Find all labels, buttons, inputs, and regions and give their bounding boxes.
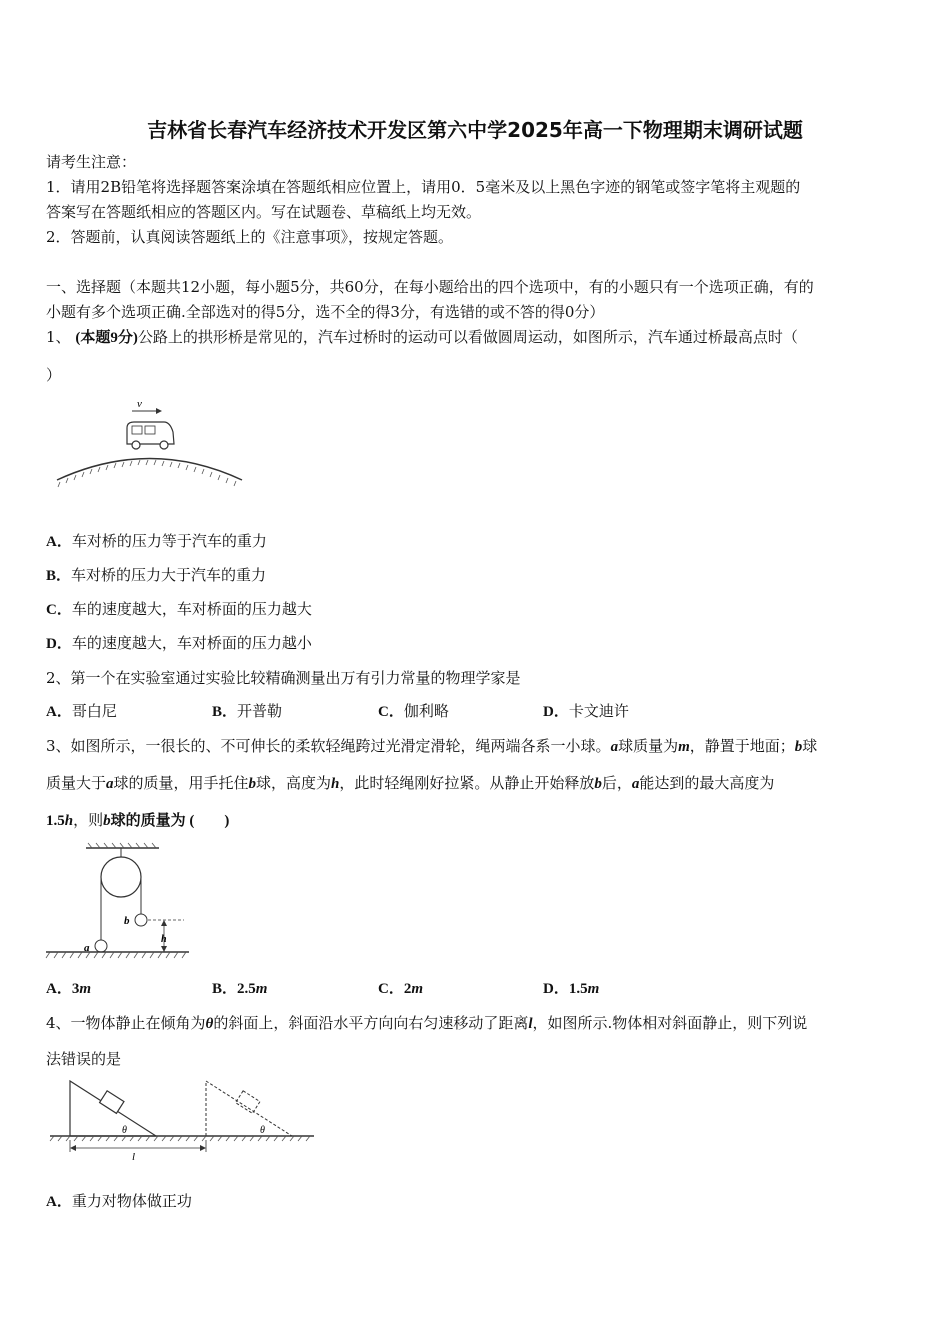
ball-a xyxy=(95,940,107,952)
q3-stem-line-2: 质量大于a球的质量，用手托住b球，高度为h，此时轻绳刚好拉紧。从静止开始释放b后，a能达到的最大高度为 xyxy=(46,774,775,792)
velocity-label: v xyxy=(137,398,142,410)
height-label: h xyxy=(161,934,167,945)
theta-label-1: θ xyxy=(122,1125,127,1136)
pulley-figure xyxy=(44,840,194,965)
velocity-arrowhead xyxy=(156,408,162,414)
height-arrowhead-up xyxy=(161,920,167,926)
notice-line-1: 1．请用2B铅笔将选择题答案涂填在答题纸相应位置上，请用0．5毫米及以上黑色字迹的钢笔或签字笔将主观题的 xyxy=(46,178,801,196)
ball-b xyxy=(135,914,147,926)
section-line-1: 一、选择题（本题共12小题，每小题5分，共60分，在每小题给出的四个选项中，有的小题只有一个选项正确，有的 xyxy=(46,278,814,296)
q2-option-b[interactable]: B．开普勒 xyxy=(212,702,283,720)
notice-heading: 请考生注意： xyxy=(46,153,137,171)
q2-option-a[interactable]: A．哥白尼 xyxy=(46,702,117,720)
q2-option-c[interactable]: C．伽利略 xyxy=(378,702,449,720)
q3-option-a[interactable]: A．3m xyxy=(46,981,92,997)
section-line-2: 小题有多个选项正确.全部选对的得5分，选不全的得3分，有选错的或不答的得0分） xyxy=(46,303,605,321)
q4-stem-line-2: 法错误的是 xyxy=(46,1050,122,1068)
car xyxy=(127,422,174,449)
q2-stem: 2、第一个在实验室通过实验比较精确测量出万有引力常量的物理学家是 xyxy=(46,669,521,687)
notice-line-2: 答案写在答题纸相应的答题区内。写在试题卷、草稿纸上均无效。 xyxy=(46,203,482,221)
distance-label: l xyxy=(132,1151,136,1163)
notice-line-3: 2．答题前，认真阅读答题纸上的《注意事项》，按规定答题。 xyxy=(46,228,454,246)
q1-stem xyxy=(46,327,798,348)
ball-a-label: a xyxy=(84,942,90,954)
q1-stem-end: ） xyxy=(46,366,62,384)
q1-option-b[interactable]: B．车对桥的压力大于汽车的重力 xyxy=(46,566,267,584)
q2-option-d[interactable]: D．卡文迪许 xyxy=(543,702,629,720)
distance-arrowhead-right xyxy=(200,1145,206,1151)
incline-figure xyxy=(46,1078,318,1163)
q3-option-b[interactable]: B．2.5m xyxy=(212,981,268,997)
q3-option-d[interactable]: D．1.5m xyxy=(543,981,600,997)
block-dashed xyxy=(236,1091,260,1114)
q1-stem-text: 公路上的拱形桥是常见的，汽车过桥时的运动可以看做圆周运动，如图所示，汽车通过桥最高点时（ xyxy=(137,328,798,346)
pulley-wheel xyxy=(101,857,141,897)
q4-option-a[interactable]: A．重力对物体做正功 xyxy=(46,1192,192,1210)
q1-option-a[interactable]: A．车对桥的压力等于汽车的重力 xyxy=(46,532,267,550)
q4-stem-line-1: 4、一物体静止在倾角为θ的斜面上，斜面沿水平方向向右匀速移动了距离l，如图所示.物体相对斜面静止，则下列说 xyxy=(46,1014,808,1032)
distance-arrowhead-left xyxy=(70,1145,76,1151)
bridge-car-figure xyxy=(52,392,252,492)
q1-number: 1、 xyxy=(46,328,71,346)
q3-stem-line-1: 3、如图所示，一很长的、不可伸长的柔软轻绳跨过光滑定滑轮，绳两端各系一小球。a球质量为m，静置于地面；b球 xyxy=(46,737,818,755)
page-title: 吉林省长春汽车经济技术开发区第六中学2025年高一下物理期末调研试题 xyxy=(147,118,803,142)
q3-option-c[interactable]: C．2m xyxy=(378,981,424,997)
bridge-arc xyxy=(57,459,242,481)
ground-hatching xyxy=(46,952,186,958)
ball-b-label: b xyxy=(124,915,130,927)
height-arrowhead-down xyxy=(161,946,167,952)
q1-score: (本题9分) xyxy=(75,330,138,346)
incline-dashed-hypotenuse xyxy=(206,1081,292,1136)
q1-option-d[interactable]: D．车的速度越大，车对桥面的压力越小 xyxy=(46,634,312,652)
q3-stem-line-3: 1.5h，则b球的质量为 ( ) xyxy=(46,811,230,829)
theta-label-2: θ xyxy=(260,1125,265,1136)
bridge-hatching xyxy=(58,460,236,487)
q1-option-c[interactable]: C．车的速度越大，车对桥面的压力越大 xyxy=(46,600,312,618)
